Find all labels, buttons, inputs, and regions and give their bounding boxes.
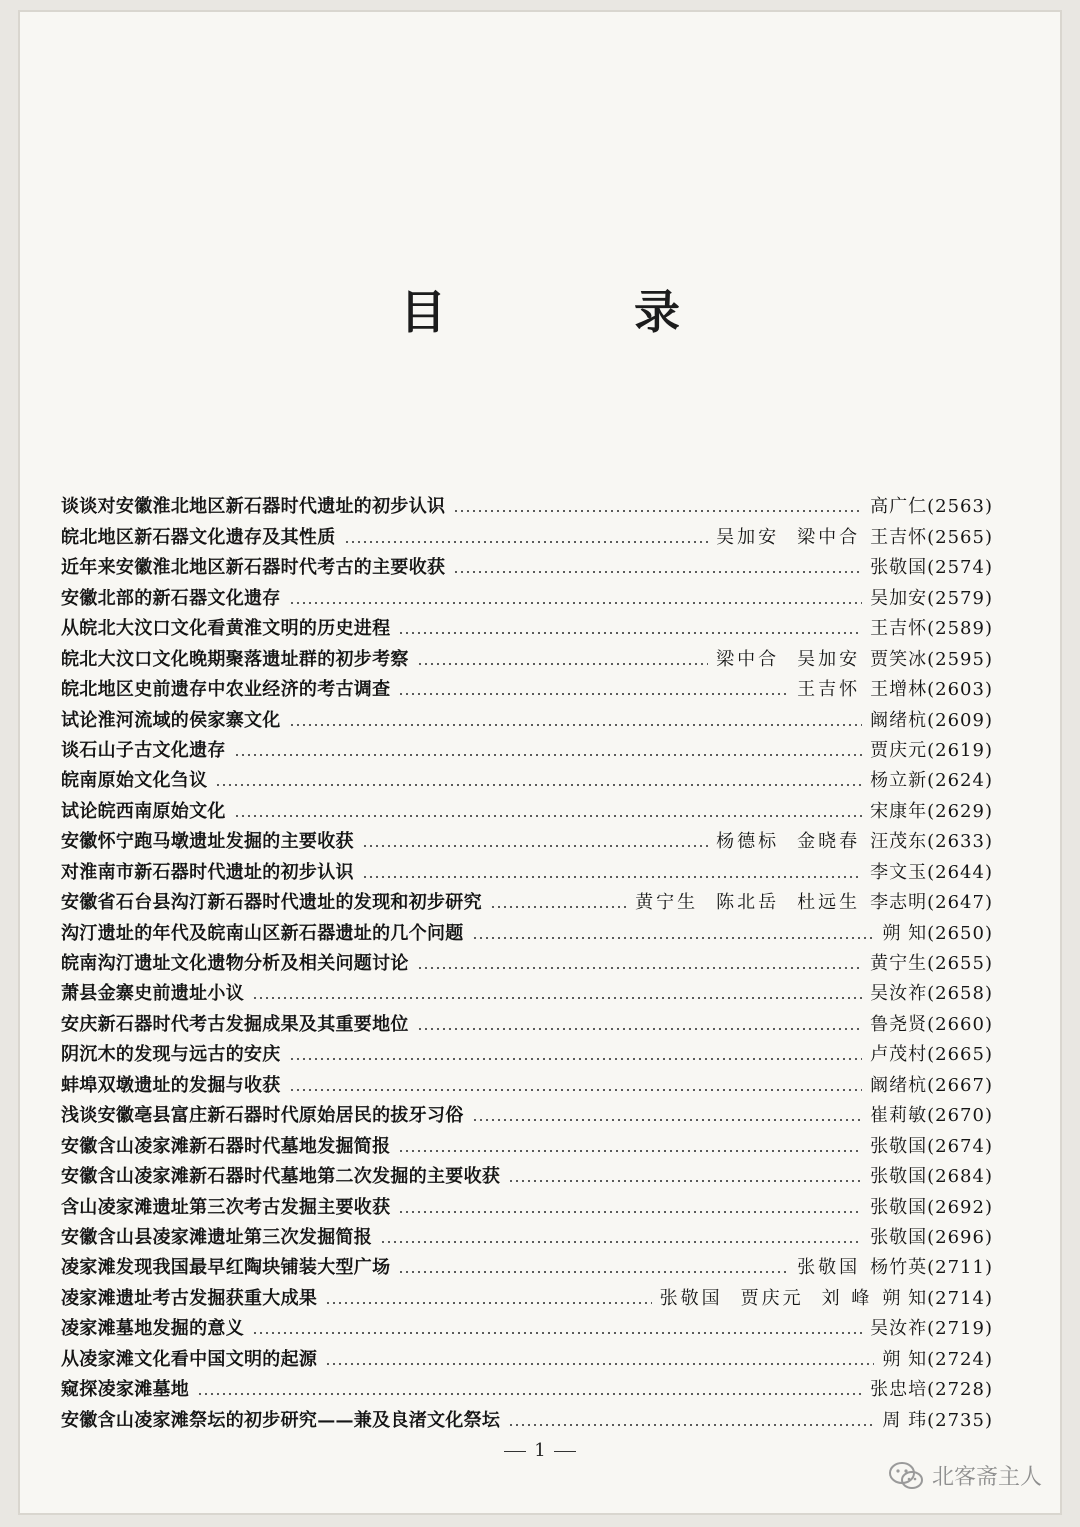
toc-entry — [61, 823, 993, 853]
toc-entry — [61, 1279, 993, 1309]
toc-entry — [61, 1401, 993, 1431]
toc-entry-page: 2728 — [935, 1379, 985, 1401]
toc-entry — [61, 1097, 993, 1127]
paren-close: ) — [984, 648, 993, 670]
paren-close: ) — [984, 1105, 993, 1127]
toc-entry-author-page — [870, 1253, 993, 1279]
toc-entry-last-author: 高广仁 — [870, 496, 928, 518]
paren-open: ( — [927, 800, 936, 822]
toc-leader-dots — [490, 906, 627, 908]
toc-entry-page: 2609 — [935, 709, 985, 731]
toc-entry-title: 窥探凌家滩墓地 — [61, 1379, 190, 1401]
toc-entry — [61, 1371, 993, 1401]
toc-entry-page: 2595 — [935, 648, 985, 670]
paren-open: ( — [927, 922, 936, 944]
toc-entry-last-author: 王吉怀 — [870, 618, 928, 640]
toc-entry — [61, 610, 993, 640]
toc-entry-author-page — [870, 979, 993, 1005]
paren-open: ( — [927, 739, 936, 761]
toc-entry — [61, 884, 993, 914]
toc-leader-dots — [508, 1424, 874, 1426]
toc-entry-author-page — [870, 614, 993, 640]
toc-entry-title: 安徽含山凌家滩祭坛的初步研究——兼及良渚文化祭坛 — [61, 1409, 501, 1431]
toc-entry-author-page — [870, 766, 993, 792]
paren-open: ( — [927, 679, 936, 701]
paren-close: ) — [984, 861, 993, 883]
toc-entry-author-page — [870, 1010, 993, 1036]
toc-entry — [61, 792, 993, 822]
paren-close: ) — [984, 739, 993, 761]
toc-entry — [61, 640, 993, 670]
toc-entry-title: 阴沉木的发现与远古的安庆 — [61, 1044, 281, 1066]
toc-entry — [61, 488, 993, 518]
paren-close: ) — [984, 1287, 993, 1309]
toc-entry-author: 杨德标 — [716, 831, 780, 853]
paren-close: ) — [984, 1226, 993, 1248]
toc-leader-dots — [417, 663, 708, 665]
toc-entry-last-author: 张敬国 — [870, 1135, 928, 1157]
paren-open: ( — [927, 496, 936, 518]
watermark — [888, 1460, 1042, 1491]
toc-entry-author-page — [870, 827, 993, 853]
toc-entry-last-author: 李文玉 — [870, 861, 928, 883]
paren-close: ) — [984, 1409, 993, 1431]
paren-close: ) — [984, 922, 993, 944]
toc-entry-title: 皖南原始文化刍议 — [61, 770, 208, 792]
paren-open: ( — [927, 1257, 936, 1279]
paren-open: ( — [927, 1105, 936, 1127]
toc-entry — [61, 579, 993, 609]
toc-entry-title: 皖北地区史前遗存中农业经济的考古调查 — [61, 679, 391, 701]
toc-leader-dots — [472, 1119, 863, 1121]
toc-entry-title: 从皖北大汶口文化看黄淮文明的历史进程 — [61, 618, 391, 640]
toc-leader-dots — [215, 784, 862, 786]
toc-entry — [61, 914, 993, 944]
toc-entry — [61, 1219, 993, 1249]
paren-open: ( — [927, 587, 936, 609]
toc-entry-page: 2719 — [935, 1318, 985, 1340]
paren-close: ) — [984, 1379, 993, 1401]
toc-entry-author-page — [870, 858, 993, 884]
toc-entry-last-author: 周 玮 — [882, 1409, 928, 1431]
toc-entry — [61, 762, 993, 792]
toc-entry-author-page — [870, 706, 993, 732]
toc-leader-dots — [197, 1393, 862, 1395]
toc-entry-page: 2650 — [935, 922, 985, 944]
toc-entry-co-authors — [635, 888, 860, 914]
paren-close: ) — [984, 679, 993, 701]
toc-leader-dots — [398, 1211, 862, 1213]
paren-close: ) — [984, 496, 993, 518]
paren-close: ) — [984, 1013, 993, 1035]
page-number-dash-left — [504, 1451, 526, 1452]
paren-close: ) — [984, 1257, 993, 1279]
toc-entry-author-page — [870, 1314, 993, 1340]
book-page — [18, 10, 1062, 1515]
toc-entry-title: 凌家滩墓地发掘的意义 — [61, 1318, 244, 1340]
toc-entry-co-authors — [797, 1253, 860, 1279]
paren-open: ( — [927, 831, 936, 853]
toc-entry-page: 2603 — [935, 679, 985, 701]
toc-entry-last-author: 贾笑冰 — [870, 648, 928, 670]
toc-entry-author-page — [870, 949, 993, 975]
paren-open: ( — [927, 1379, 936, 1401]
toc-entry-co-authors — [716, 523, 860, 549]
toc-entry-author-page — [870, 736, 993, 762]
toc-entry-title: 皖北大汶口文化晚期聚落遗址群的初步考察 — [61, 648, 409, 670]
toc-entry-title: 谈石山子古文化遗存 — [61, 739, 226, 761]
toc-entry-author-page — [870, 645, 993, 671]
paren-open: ( — [927, 648, 936, 670]
paren-close: ) — [984, 1318, 993, 1340]
toc-entry — [61, 1249, 993, 1279]
toc-entry-author: 吴加安 — [797, 648, 861, 670]
toc-entry-title: 安庆新石器时代考古发掘成果及其重要地位 — [61, 1013, 409, 1035]
toc-entry-co-authors — [716, 827, 860, 853]
toc-entry — [61, 853, 993, 883]
page-number-dash-right — [554, 1451, 576, 1452]
toc-entry-last-author: 王吉怀 — [870, 526, 928, 548]
toc-entry-page: 2565 — [935, 526, 985, 548]
toc-entry-author: 黄宁生 — [635, 892, 699, 914]
toc-leader-dots — [380, 1241, 862, 1243]
toc-entry-page: 2574 — [935, 557, 985, 579]
paren-open: ( — [927, 526, 936, 548]
toc-leader-dots — [398, 1271, 789, 1273]
toc-entry-last-author: 杨竹英 — [870, 1257, 928, 1279]
paren-open: ( — [927, 1044, 936, 1066]
paren-close: ) — [984, 1348, 993, 1370]
toc-entry-author-page — [882, 919, 993, 945]
toc-leader-dots — [289, 602, 863, 604]
toc-entry-title: 从凌家滩文化看中国文明的起源 — [61, 1348, 318, 1370]
toc-entry-last-author: 贾庆元 — [870, 739, 928, 761]
toc-entry-title: 皖南沟汀遗址文化遗物分析及相关问题讨论 — [61, 953, 409, 974]
paren-close: ) — [984, 618, 993, 640]
toc-leader-dots — [508, 1180, 862, 1182]
toc-entry-page: 2658 — [935, 983, 985, 1005]
toc-entry-title: 蚌埠双墩遗址的发掘与收获 — [61, 1074, 281, 1096]
wechat-icon — [888, 1461, 924, 1491]
toc-entry-page: 2563 — [935, 496, 985, 518]
paren-open: ( — [927, 709, 936, 731]
paren-open: ( — [927, 618, 936, 640]
toc-entry-title: 凌家滩发现我国最早红陶块铺装大型广场 — [61, 1257, 391, 1279]
toc-leader-dots — [453, 510, 862, 512]
paren-close: ) — [984, 557, 993, 579]
toc-entry-co-authors — [660, 1284, 873, 1310]
paren-close: ) — [984, 587, 993, 609]
toc-entry-page: 2670 — [935, 1105, 985, 1127]
toc-entry — [61, 1188, 993, 1218]
toc-entry-author-page — [870, 1071, 993, 1097]
toc-entry-last-author: 汪茂东 — [870, 831, 928, 853]
toc-entry-page: 2629 — [935, 800, 985, 822]
toc-entry-title: 安徽省石台县沟汀新石器时代遗址的发现和初步研究 — [61, 892, 482, 914]
toc-leader-dots — [453, 571, 862, 573]
toc-leader-dots — [362, 845, 708, 847]
toc-entry-last-author: 朔 知 — [882, 922, 928, 944]
toc-entry-author: 梁中合 — [716, 648, 780, 670]
toc-entry-last-author: 吴加安 — [870, 587, 928, 609]
toc-entry-last-author: 鲁尧贤 — [870, 1013, 928, 1035]
toc-entry-last-author: 吴汝祚 — [870, 983, 928, 1005]
table-of-contents — [61, 488, 993, 1432]
toc-leader-dots — [234, 754, 862, 756]
toc-entry — [61, 1340, 993, 1370]
paren-open: ( — [927, 1318, 936, 1340]
toc-entry — [61, 549, 993, 579]
toc-entry-title: 安徽怀宁跑马墩遗址发掘的主要收获 — [61, 831, 354, 853]
toc-entry-last-author: 张敬国 — [870, 557, 928, 579]
toc-leader-dots — [417, 1028, 862, 1030]
toc-entry-last-author: 黄宁生 — [870, 953, 928, 974]
toc-entry-page: 2633 — [935, 831, 985, 853]
toc-entry-author: 张敬国 — [797, 1257, 861, 1279]
toc-entry-author-page — [870, 553, 993, 579]
toc-entry-page: 2647 — [935, 892, 985, 914]
toc-entry-last-author: 阚绪杭 — [870, 709, 928, 731]
paren-close: ) — [984, 526, 993, 548]
toc-entry-author-page — [870, 523, 993, 549]
toc-entry-author: 吴加安 — [716, 526, 780, 548]
toc-leader-dots — [234, 815, 862, 817]
toc-entry-author-page — [870, 1375, 993, 1401]
toc-entry-co-authors — [797, 675, 860, 701]
toc-entry-author-page — [870, 1040, 993, 1066]
toc-entry-page: 2660 — [935, 1013, 985, 1035]
toc-entry — [61, 1036, 993, 1066]
toc-leader-dots — [289, 1089, 863, 1091]
toc-leader-dots — [252, 1332, 862, 1334]
toc-entry-author: 陈北岳 — [716, 892, 780, 914]
toc-leader-dots — [398, 632, 862, 634]
toc-entry-title: 凌家滩遗址考古发掘获重大成果 — [61, 1287, 318, 1309]
toc-entry-last-author: 朔 知 — [882, 1287, 928, 1309]
toc-entry — [61, 975, 993, 1005]
toc-leader-dots — [252, 997, 862, 999]
toc-entry — [61, 671, 993, 701]
toc-leader-dots — [325, 1302, 651, 1304]
toc-entry-author: 梁中合 — [797, 526, 861, 548]
toc-entry-last-author: 吴汝祚 — [870, 1318, 928, 1340]
toc-entry-author-page — [882, 1406, 993, 1432]
toc-entry-last-author: 宋康年 — [870, 800, 928, 822]
toc-entry-page: 2644 — [935, 861, 985, 883]
paren-open: ( — [927, 770, 936, 792]
toc-entry-page: 2684 — [935, 1166, 985, 1188]
toc-entry-last-author: 朔 知 — [882, 1348, 928, 1370]
toc-entry-title: 近年来安徽淮北地区新石器时代考古的主要收获 — [61, 557, 446, 579]
toc-entry-last-author: 阚绪杭 — [870, 1074, 928, 1096]
paren-open: ( — [927, 892, 936, 914]
toc-leader-dots — [417, 967, 862, 969]
toc-entry — [61, 1066, 993, 1096]
toc-entry-author: 杜远生 — [797, 892, 861, 914]
paren-close: ) — [984, 1166, 993, 1188]
toc-entry-page: 2674 — [935, 1135, 985, 1157]
paren-close: ) — [984, 1044, 993, 1066]
paren-open: ( — [927, 953, 936, 974]
toc-entry-page: 2619 — [935, 739, 985, 761]
toc-entry-title: 皖北地区新石器文化遗存及其性质 — [61, 526, 336, 548]
toc-entry-author-page — [882, 1345, 993, 1371]
toc-entry-author-page — [870, 584, 993, 610]
toc-entry-last-author: 张敬国 — [870, 1196, 928, 1218]
paren-open: ( — [927, 1287, 936, 1309]
toc-entry-author-page — [870, 1101, 993, 1127]
watermark-text: 北客斋主人 — [931, 1465, 1042, 1490]
toc-entry-page: 2665 — [935, 1044, 985, 1066]
paren-close: ) — [984, 953, 993, 974]
toc-entry-title: 沟汀遗址的年代及皖南山区新石器遗址的几个问题 — [61, 922, 464, 944]
toc-entry-title: 安徽含山凌家滩新石器时代墓地发掘简报 — [61, 1135, 391, 1157]
paren-open: ( — [927, 983, 936, 1005]
toc-entry-title: 安徽北部的新石器文化遗存 — [61, 587, 281, 609]
toc-entry-author-page — [870, 1162, 993, 1188]
paren-open: ( — [927, 557, 936, 579]
toc-entry-author-page — [870, 797, 993, 823]
paren-open: ( — [927, 1074, 936, 1096]
toc-leader-dots — [362, 876, 862, 878]
toc-entry-page: 2589 — [935, 618, 985, 640]
paren-open: ( — [927, 1166, 936, 1188]
toc-leader-dots — [472, 937, 875, 939]
toc-entry-title: 含山凌家滩遗址第三次考古发掘主要收获 — [61, 1196, 391, 1218]
toc-entry-title: 萧县金寨史前遗址小议 — [61, 983, 244, 1005]
paren-open: ( — [927, 1409, 936, 1431]
toc-entry-page: 2624 — [935, 770, 985, 792]
paren-close: ) — [984, 983, 993, 1005]
paren-close: ) — [984, 1196, 993, 1218]
toc-entry-page: 2724 — [935, 1348, 985, 1370]
toc-entry-title: 谈谈对安徽淮北地区新石器时代遗址的初步认识 — [61, 496, 446, 518]
page-number — [18, 1440, 1062, 1461]
toc-entry — [61, 1158, 993, 1188]
paren-open: ( — [927, 1348, 936, 1370]
toc-entry-author: 刘 峰 — [821, 1287, 873, 1309]
toc-entry-title: 试论皖西南原始文化 — [61, 800, 226, 822]
toc-entry — [61, 1005, 993, 1035]
toc-entry-title: 浅谈安徽亳县富庄新石器时代原始居民的拔牙习俗 — [61, 1105, 464, 1127]
toc-entry-page: 2696 — [935, 1226, 985, 1248]
toc-entry-page: 2711 — [935, 1257, 985, 1279]
toc-entry — [61, 1310, 993, 1340]
toc-entry-author-page — [870, 888, 993, 914]
toc-entry-page: 2667 — [935, 1074, 985, 1096]
toc-leader-dots — [398, 1150, 862, 1152]
toc-entry-author-page — [870, 1223, 993, 1249]
toc-entry-title: 安徽含山县凌家滩遗址第三次发掘简报 — [61, 1226, 373, 1248]
paren-open: ( — [927, 1196, 936, 1218]
paren-close: ) — [984, 770, 993, 792]
toc-entry-page: 2714 — [935, 1287, 985, 1309]
paren-open: ( — [927, 1013, 936, 1035]
toc-entry-author: 贾庆元 — [740, 1287, 804, 1309]
page-number-value: 1 — [534, 1440, 546, 1461]
toc-entry-page: 2579 — [935, 587, 985, 609]
toc-entry-author-page — [882, 1284, 993, 1310]
toc-entry-author: 金晓春 — [797, 831, 861, 853]
page-title: 目 录 — [399, 285, 766, 339]
paren-close: ) — [984, 709, 993, 731]
toc-entry-title: 试论淮河流域的侯家寨文化 — [61, 709, 281, 731]
toc-entry-author-page — [870, 675, 993, 701]
toc-entry-last-author: 崔莉敏 — [870, 1105, 928, 1127]
toc-leader-dots — [325, 1363, 874, 1365]
paren-open: ( — [927, 861, 936, 883]
toc-entry-title: 安徽含山凌家滩新石器时代墓地第二次发掘的主要收获 — [61, 1166, 501, 1188]
toc-leader-dots — [398, 693, 789, 695]
paren-close: ) — [984, 1135, 993, 1157]
paren-close: ) — [984, 831, 993, 853]
toc-entry — [61, 701, 993, 731]
toc-entry-co-authors — [716, 645, 860, 671]
toc-entry-author-page — [870, 1193, 993, 1219]
toc-entry — [61, 945, 993, 975]
toc-entry-last-author: 卢茂村 — [870, 1044, 928, 1066]
toc-entry-author-page — [870, 492, 993, 518]
toc-entry-author-page — [870, 1132, 993, 1158]
toc-leader-dots — [344, 541, 709, 543]
toc-entry-author: 王吉怀 — [797, 679, 861, 701]
toc-leader-dots — [289, 724, 863, 726]
toc-entry — [61, 518, 993, 548]
toc-entry-page: 2692 — [935, 1196, 985, 1218]
toc-entry-title: 对淮南市新石器时代遗址的初步认识 — [61, 861, 354, 883]
toc-entry-last-author: 张敬国 — [870, 1226, 928, 1248]
toc-entry — [61, 732, 993, 762]
paren-close: ) — [984, 892, 993, 914]
toc-entry-last-author: 张敬国 — [870, 1166, 928, 1188]
toc-entry-last-author: 李志明 — [870, 892, 928, 914]
toc-entry-last-author: 王增林 — [870, 679, 928, 701]
toc-entry-page: 2735 — [935, 1409, 985, 1431]
paren-close: ) — [984, 800, 993, 822]
toc-entry-page: 2655 — [935, 953, 985, 974]
paren-open: ( — [927, 1135, 936, 1157]
toc-entry — [61, 1127, 993, 1157]
toc-entry-author: 张敬国 — [659, 1287, 723, 1309]
toc-leader-dots — [289, 1058, 863, 1060]
paren-open: ( — [927, 1226, 936, 1248]
paren-close: ) — [984, 1074, 993, 1096]
toc-entry-last-author: 张忠培 — [870, 1379, 928, 1401]
toc-entry-last-author: 杨立新 — [870, 770, 928, 792]
